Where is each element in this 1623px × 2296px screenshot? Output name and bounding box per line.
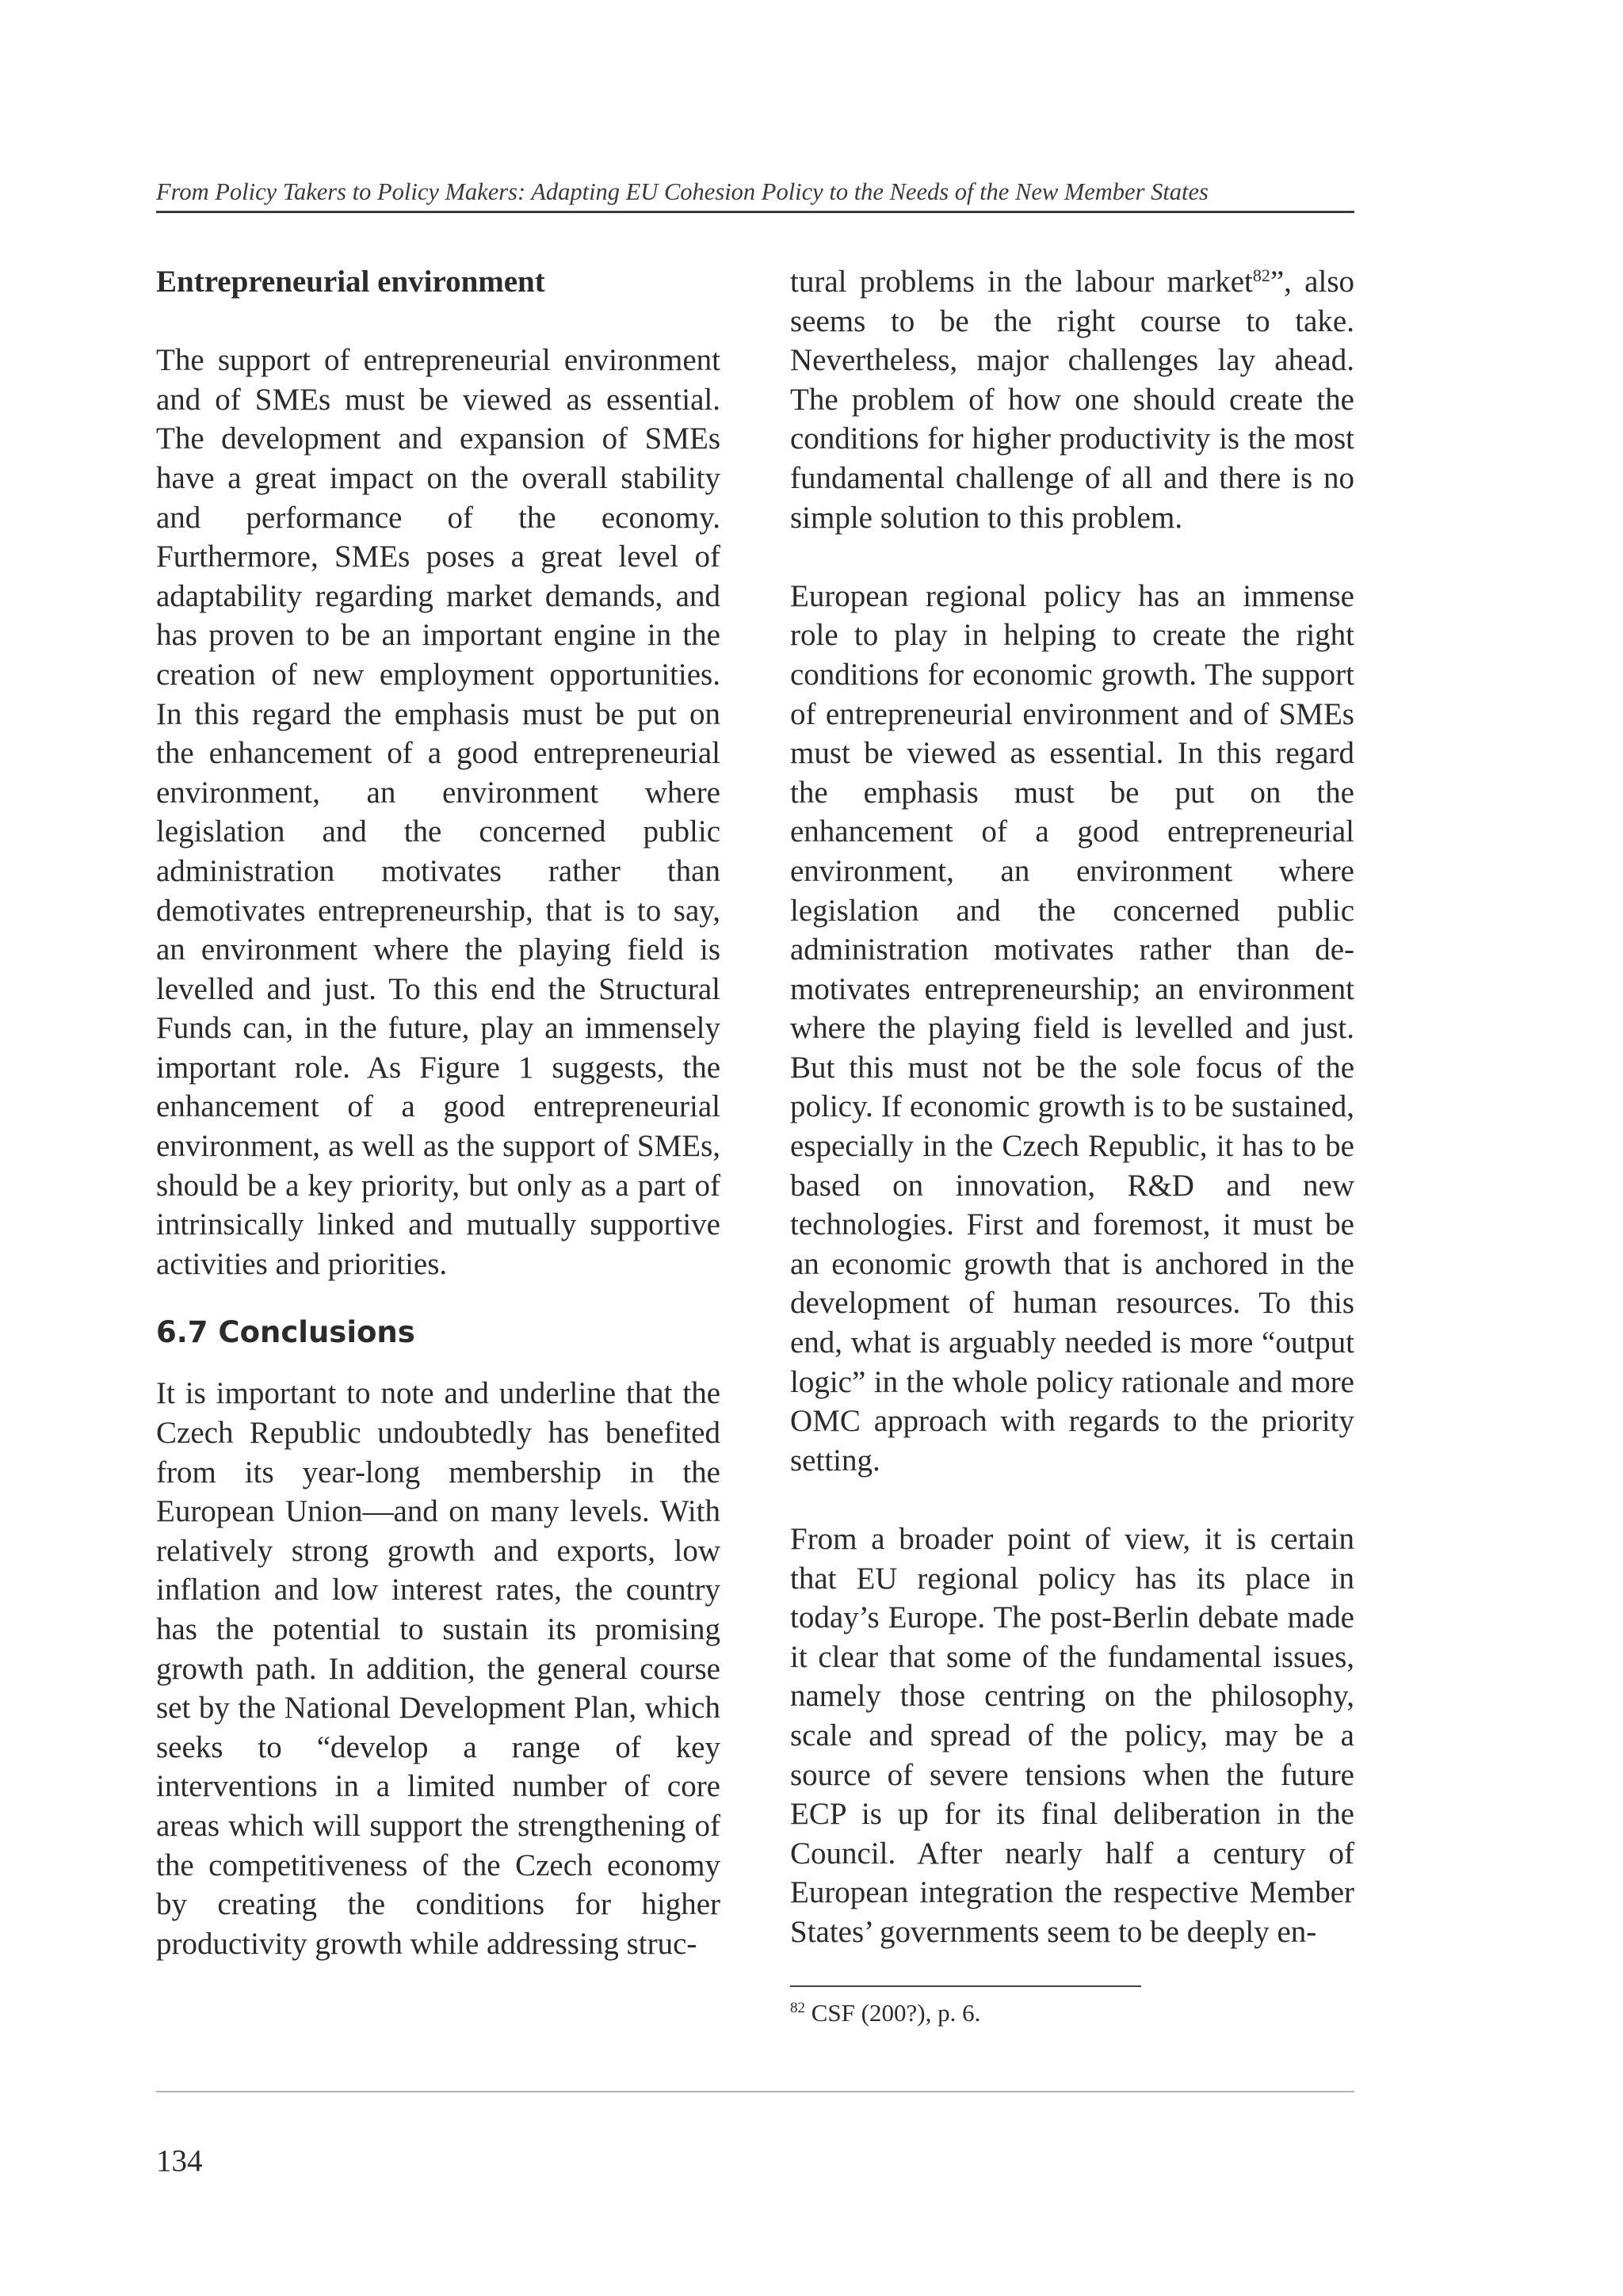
footnote-text: CSF (200?), p. 6. xyxy=(811,1999,981,2027)
left-column xyxy=(156,262,720,1963)
header-rule xyxy=(156,211,1354,213)
footer-rule xyxy=(156,2091,1354,2092)
footnote-reference: 82 xyxy=(1252,265,1270,285)
body-paragraph: It is important to note and underline that the Czech Republic undoubtedly has benefited from its year-long membership in the European Union—and on many levels. With relatively strong growth and exports, low inflation and low interest rates, the country has the potential to sustain its promising growth path. In addition, the general course set by the National Development Plan, which seeks to “develop a range of key interventions in a limited number of core areas which will support the strengthening of the competitiveness of the Czech economy by creating the conditions for higher productivity growth while addressing struc- xyxy=(156,1376,720,1961)
body-paragraph: From a broader point of view, it is certain that EU regional policy has its place in today’s Europe. The post-Berlin debate made it clear that some of the fundamental issues, namely those centring on the philosophy, scale and spread of the policy, may be a source of severe tensions when the future ECP is up for its final deliberation in the Council. After nearly half a century of European integration the respective Member States’ governments seem to be deeply en- xyxy=(790,1522,1354,1949)
right-column xyxy=(790,262,1354,1952)
page-number: 134 xyxy=(156,2144,203,2178)
body-paragraph xyxy=(790,262,1354,537)
paragraph-text: tural problems in the labour market xyxy=(790,265,1253,299)
paragraph-text: ”, also seems to be the right course to take. Nevertheless, major challenges lay ahead. The problem of how one should create the conditions for higher productivity is the most fundamental challenge of all and there is no simple solution to this problem. xyxy=(790,265,1354,535)
running-header: From Policy Takers to Policy Makers: Adapting EU Cohesion Policy to the Needs of the New Member States xyxy=(156,178,1209,205)
body-paragraph: The support of entrepreneurial environment and of SMEs must be viewed as essential. The development and expansion of SMEs have a great impact on the overall stability and performance of the economy. Furthermore, SMEs poses a great level of adaptability regarding market demands, and has proven to be an important engine in the creation of new employment opportunities. In this regard the emphasis must be put on the enhancement of a good entrepreneurial environment, an environment where legislation and the concerned public administration motivates rather than demotivates entrepreneurship, that is to say, an environment where the playing field is levelled and just. To this end the Structural Funds can, in the future, play an immensely important role. As Figure 1 suggests, the enhancement of a good entrepreneurial environment, as well as the support of SMEs, should be a key priority, but only as a part of intrinsically linked and mutually supportive activities and priorities. xyxy=(156,343,720,1281)
section-heading-conclusions: 6.7 Conclusions xyxy=(156,1315,415,1350)
body-paragraph: European regional policy has an immense role to play in helping to create the right conditions for economic growth. The support of entrepreneurial environment and of SMEs must be viewed as essential. In this regard the emphasis must be put on the enhancement of a good entrepreneurial environment, an environment where legislation and the concerned public administration motivates rather than de-motivates entrepreneurship; an environment where the playing field is levelled and just. But this must not be the sole focus of the policy. If economic growth is to be sustained, especially in the Czech Republic, it has to be based on innovation, R&D and new technologies. First and foremost, it must be an economic growth that is anchored in the development of human resources. To this end, what is arguably needed is more “output logic” in the whole policy rationale and more OMC approach with regards to the priority setting. xyxy=(790,578,1354,1478)
footnote-rule xyxy=(790,1985,1141,1987)
section-heading-entrepreneurial-environment: Entrepreneurial environment xyxy=(156,265,545,299)
footnote xyxy=(790,1997,980,2029)
footnote-number: 82 xyxy=(790,2000,805,2016)
